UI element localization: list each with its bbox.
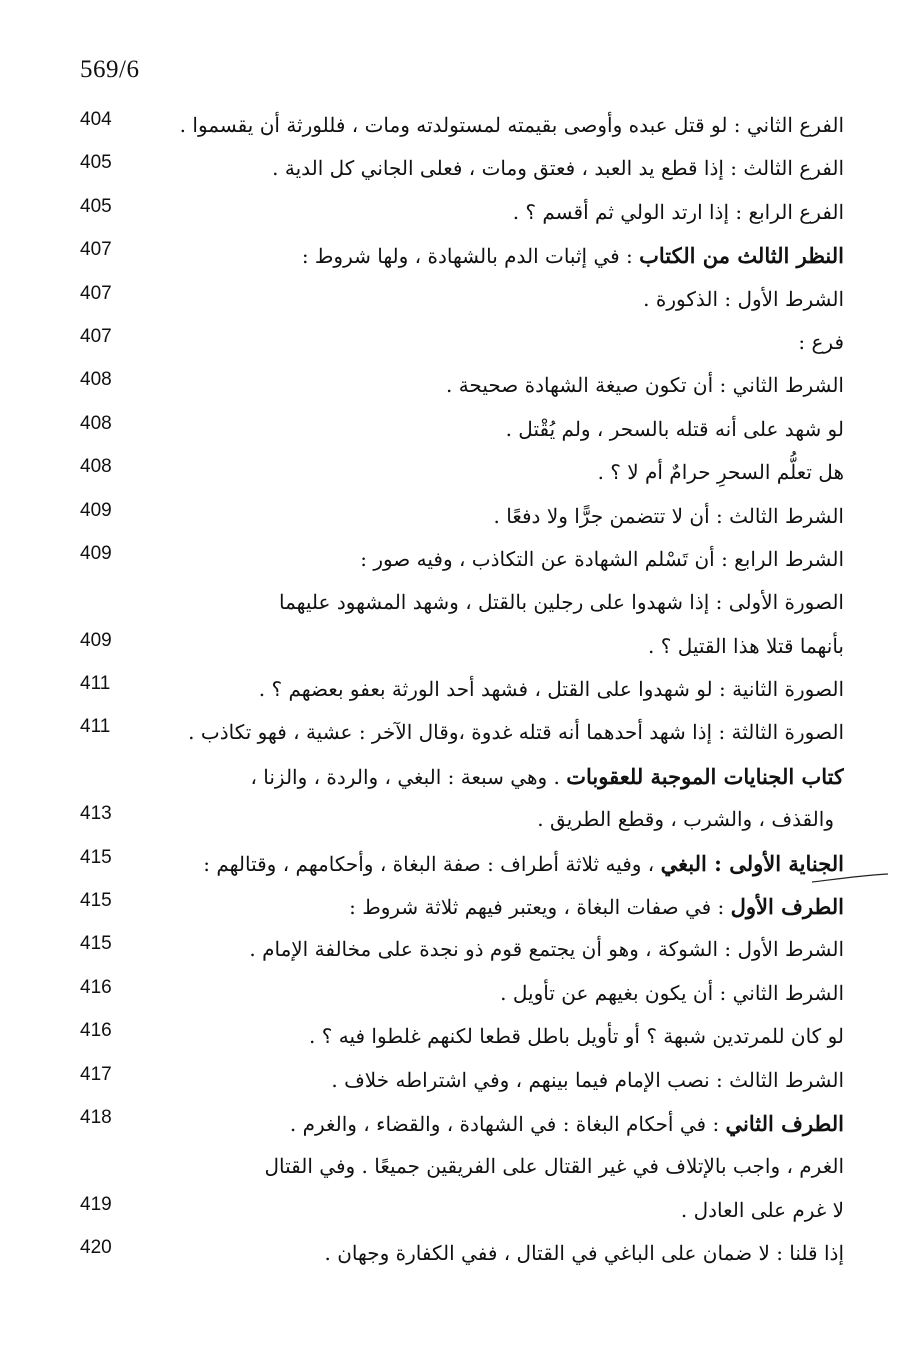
toc-entry xyxy=(0,668,922,711)
entry-page-number: 409 xyxy=(80,542,112,564)
toc-entry xyxy=(0,625,922,668)
entry-body: ، وفيه ثلاثة أطراف : صفة البغاة ، وأحكامهم ، وقتالهم : xyxy=(203,851,661,876)
page-number: 569/6 xyxy=(80,56,140,83)
entry-text xyxy=(124,1015,844,1058)
toc-entry xyxy=(0,234,922,277)
entry-page-number: 405 xyxy=(80,152,112,174)
toc-entry xyxy=(0,408,922,451)
entry-body: الصورة الثالثة : إذا شهد أحدهما أنه قتله غدوة ،وقال الآخر : عشية ، فهو تكاذب . xyxy=(188,720,844,745)
entry-body: الشرط الثالث : أن لا تتضمن جرًّا ولا دفعًا . xyxy=(493,503,844,528)
toc-entry xyxy=(0,278,922,321)
entry-text xyxy=(114,798,834,841)
entry-body: لو كان للمرتدين شبهة ؟ أو تأويل باطل قطعا لكنهم غلطوا فيه ؟ . xyxy=(309,1024,844,1049)
entry-text xyxy=(124,668,844,711)
toc-entry xyxy=(0,451,922,494)
entry-body: والقذف ، والشرب ، وقطع الطريق . xyxy=(537,807,834,832)
entry-heading: الجناية الأولى : البغي xyxy=(660,850,844,876)
toc-entry xyxy=(0,972,922,1015)
entry-body: : في إثبات الدم بالشهادة ، ولها شروط : xyxy=(301,244,640,269)
entry-page-number: 417 xyxy=(80,1063,112,1085)
entry-page-number: 409 xyxy=(80,499,112,521)
entry-body: الشرط الأول : الذكورة . xyxy=(643,286,844,311)
entry-body: . وهي سبعة : البغي ، والردة ، والزنا ، xyxy=(250,764,567,789)
entry-page-number: 411 xyxy=(80,673,111,695)
entry-page-number: 416 xyxy=(80,976,112,998)
entry-body: الشرط الثاني : أن يكون بغيهم عن تأويل . xyxy=(500,980,844,1005)
entry-text xyxy=(124,581,844,624)
entry-page-number: 415 xyxy=(80,890,112,912)
entry-text xyxy=(124,885,844,929)
entry-page-number: 415 xyxy=(80,933,112,955)
entry-page-number: 408 xyxy=(80,456,112,478)
entry-page-number: 416 xyxy=(80,1020,112,1042)
entry-text xyxy=(124,451,844,494)
toc-entry xyxy=(0,1189,922,1232)
entry-body: الشرط الرابع : أن تَسْلم الشهادة عن التكاذب ، وفيه صور : xyxy=(360,546,844,571)
entry-page-number: 419 xyxy=(80,1193,112,1215)
entry-text xyxy=(124,842,844,886)
entry-text xyxy=(124,1189,844,1232)
entry-page-number: 415 xyxy=(80,846,112,868)
entry-text xyxy=(124,1102,844,1146)
entry-body: الفرع الثاني : لو قتل عبده وأوصى بقيمته لمستولدته ومات ، فللورثة أن يقسموا . xyxy=(179,113,844,137)
toc-entry xyxy=(0,1232,922,1275)
entry-body: بأنهما قتلا هذا القتيل ؟ . xyxy=(648,633,844,658)
entry-body: الغرم ، واجب بالإتلاف في غير القتال على الفريقين جميعًا . وفي القتال xyxy=(264,1154,844,1179)
toc-entry xyxy=(0,928,922,971)
entry-body: لو شهد على أنه قتله بالسحر ، ولم يُقْتل . xyxy=(505,416,844,441)
entry-text xyxy=(124,625,844,668)
entry-page-number: 413 xyxy=(80,803,112,825)
entry-text xyxy=(124,234,844,278)
entry-text xyxy=(124,364,844,407)
entry-text xyxy=(124,928,844,971)
toc-entry xyxy=(0,495,922,538)
entry-body: الفرع الثالث : إذا قطع يد العبد ، فعتق ومات ، فعلى الجاني كل الدية . xyxy=(272,156,844,181)
entry-body: الفرع الرابع : إذا ارتد الولي ثم أقسم ؟ . xyxy=(512,199,844,224)
entry-text xyxy=(124,755,844,799)
entry-page-number: 407 xyxy=(80,325,112,347)
toc-entry xyxy=(0,1059,922,1102)
entry-page-number: 408 xyxy=(80,412,112,434)
entry-text xyxy=(124,495,844,538)
entry-body: إذا قلنا : لا ضمان على الباغي في القتال ، ففي الكفارة وجهان . xyxy=(324,1241,844,1266)
entry-body: هل تعلُّم السحرِ حرامٌ أم لا ؟ . xyxy=(597,460,844,485)
toc-entry xyxy=(0,538,922,581)
entry-page-number: 408 xyxy=(80,369,112,391)
entry-body: : في صفات البغاة ، ويعتبر فيهم ثلاثة شروط : xyxy=(349,895,731,920)
entry-text xyxy=(124,408,844,451)
entry-text xyxy=(124,104,844,147)
entry-page-number: 409 xyxy=(80,629,112,651)
entry-page-number: 407 xyxy=(80,239,112,261)
entry-heading: الطرف الأول xyxy=(730,894,844,920)
entry-page-number: 420 xyxy=(80,1237,112,1259)
entry-body: لا غرم على العادل . xyxy=(680,1197,844,1222)
toc-entry xyxy=(0,755,922,798)
entry-body: الشرط الأول : الشوكة ، وهو أن يجتمع قوم ذو نجدة على مخالفة الإمام . xyxy=(249,937,844,962)
entry-text xyxy=(124,972,844,1015)
entry-heading: الطرف الثاني xyxy=(725,1110,844,1136)
toc-entry xyxy=(0,104,922,147)
toc-entry xyxy=(0,885,922,928)
entry-body: فرع : xyxy=(798,329,844,354)
toc-entry xyxy=(0,191,922,234)
entry-body: الصورة الأولى : إذا شهدوا على رجلين بالقتل ، وشهد المشهود عليهما xyxy=(279,590,844,615)
entry-text xyxy=(124,278,844,321)
entry-text xyxy=(124,1059,844,1102)
entry-page-number: 405 xyxy=(80,195,112,217)
toc-entry xyxy=(0,1102,922,1145)
entry-body: الشرط الثاني : أن تكون صيغة الشهادة صحيحة . xyxy=(445,373,844,398)
entry-text xyxy=(124,1232,844,1275)
entry-body: الشرط الثالث : نصب الإمام فيما بينهم ، وفي اشتراطه خلاف . xyxy=(331,1067,844,1092)
entry-heading: كتاب الجنايات الموجبة للعقوبات xyxy=(566,763,844,789)
toc-entry xyxy=(0,1015,922,1058)
entry-text xyxy=(124,1145,844,1188)
entry-page-number: 404 xyxy=(80,109,112,130)
entry-text xyxy=(124,321,844,364)
entry-text xyxy=(124,191,844,234)
table-of-contents xyxy=(0,104,922,1276)
entry-page-number: 411 xyxy=(80,716,111,738)
toc-entry xyxy=(0,147,922,190)
entry-page-number: 418 xyxy=(80,1106,112,1128)
toc-entry xyxy=(0,581,922,624)
toc-entry xyxy=(0,798,922,841)
toc-entry xyxy=(0,842,922,885)
toc-entry xyxy=(0,711,922,754)
entry-text xyxy=(124,711,844,754)
toc-entry xyxy=(0,321,922,364)
entry-page-number: 407 xyxy=(80,282,112,304)
toc-entry xyxy=(0,1145,922,1188)
entry-body: الصورة الثانية : لو شهدوا على القتل ، فشهد أحد الورثة بعفو بعضهم ؟ . xyxy=(258,677,844,702)
entry-heading: النظر الثالث من الكتاب xyxy=(639,243,844,269)
toc-entry xyxy=(0,364,922,407)
entry-text xyxy=(124,147,844,190)
entry-body: : في أحكام البغاة : في الشهادة ، والقضاء ، والغرم . xyxy=(289,1111,726,1136)
entry-text xyxy=(124,538,844,581)
